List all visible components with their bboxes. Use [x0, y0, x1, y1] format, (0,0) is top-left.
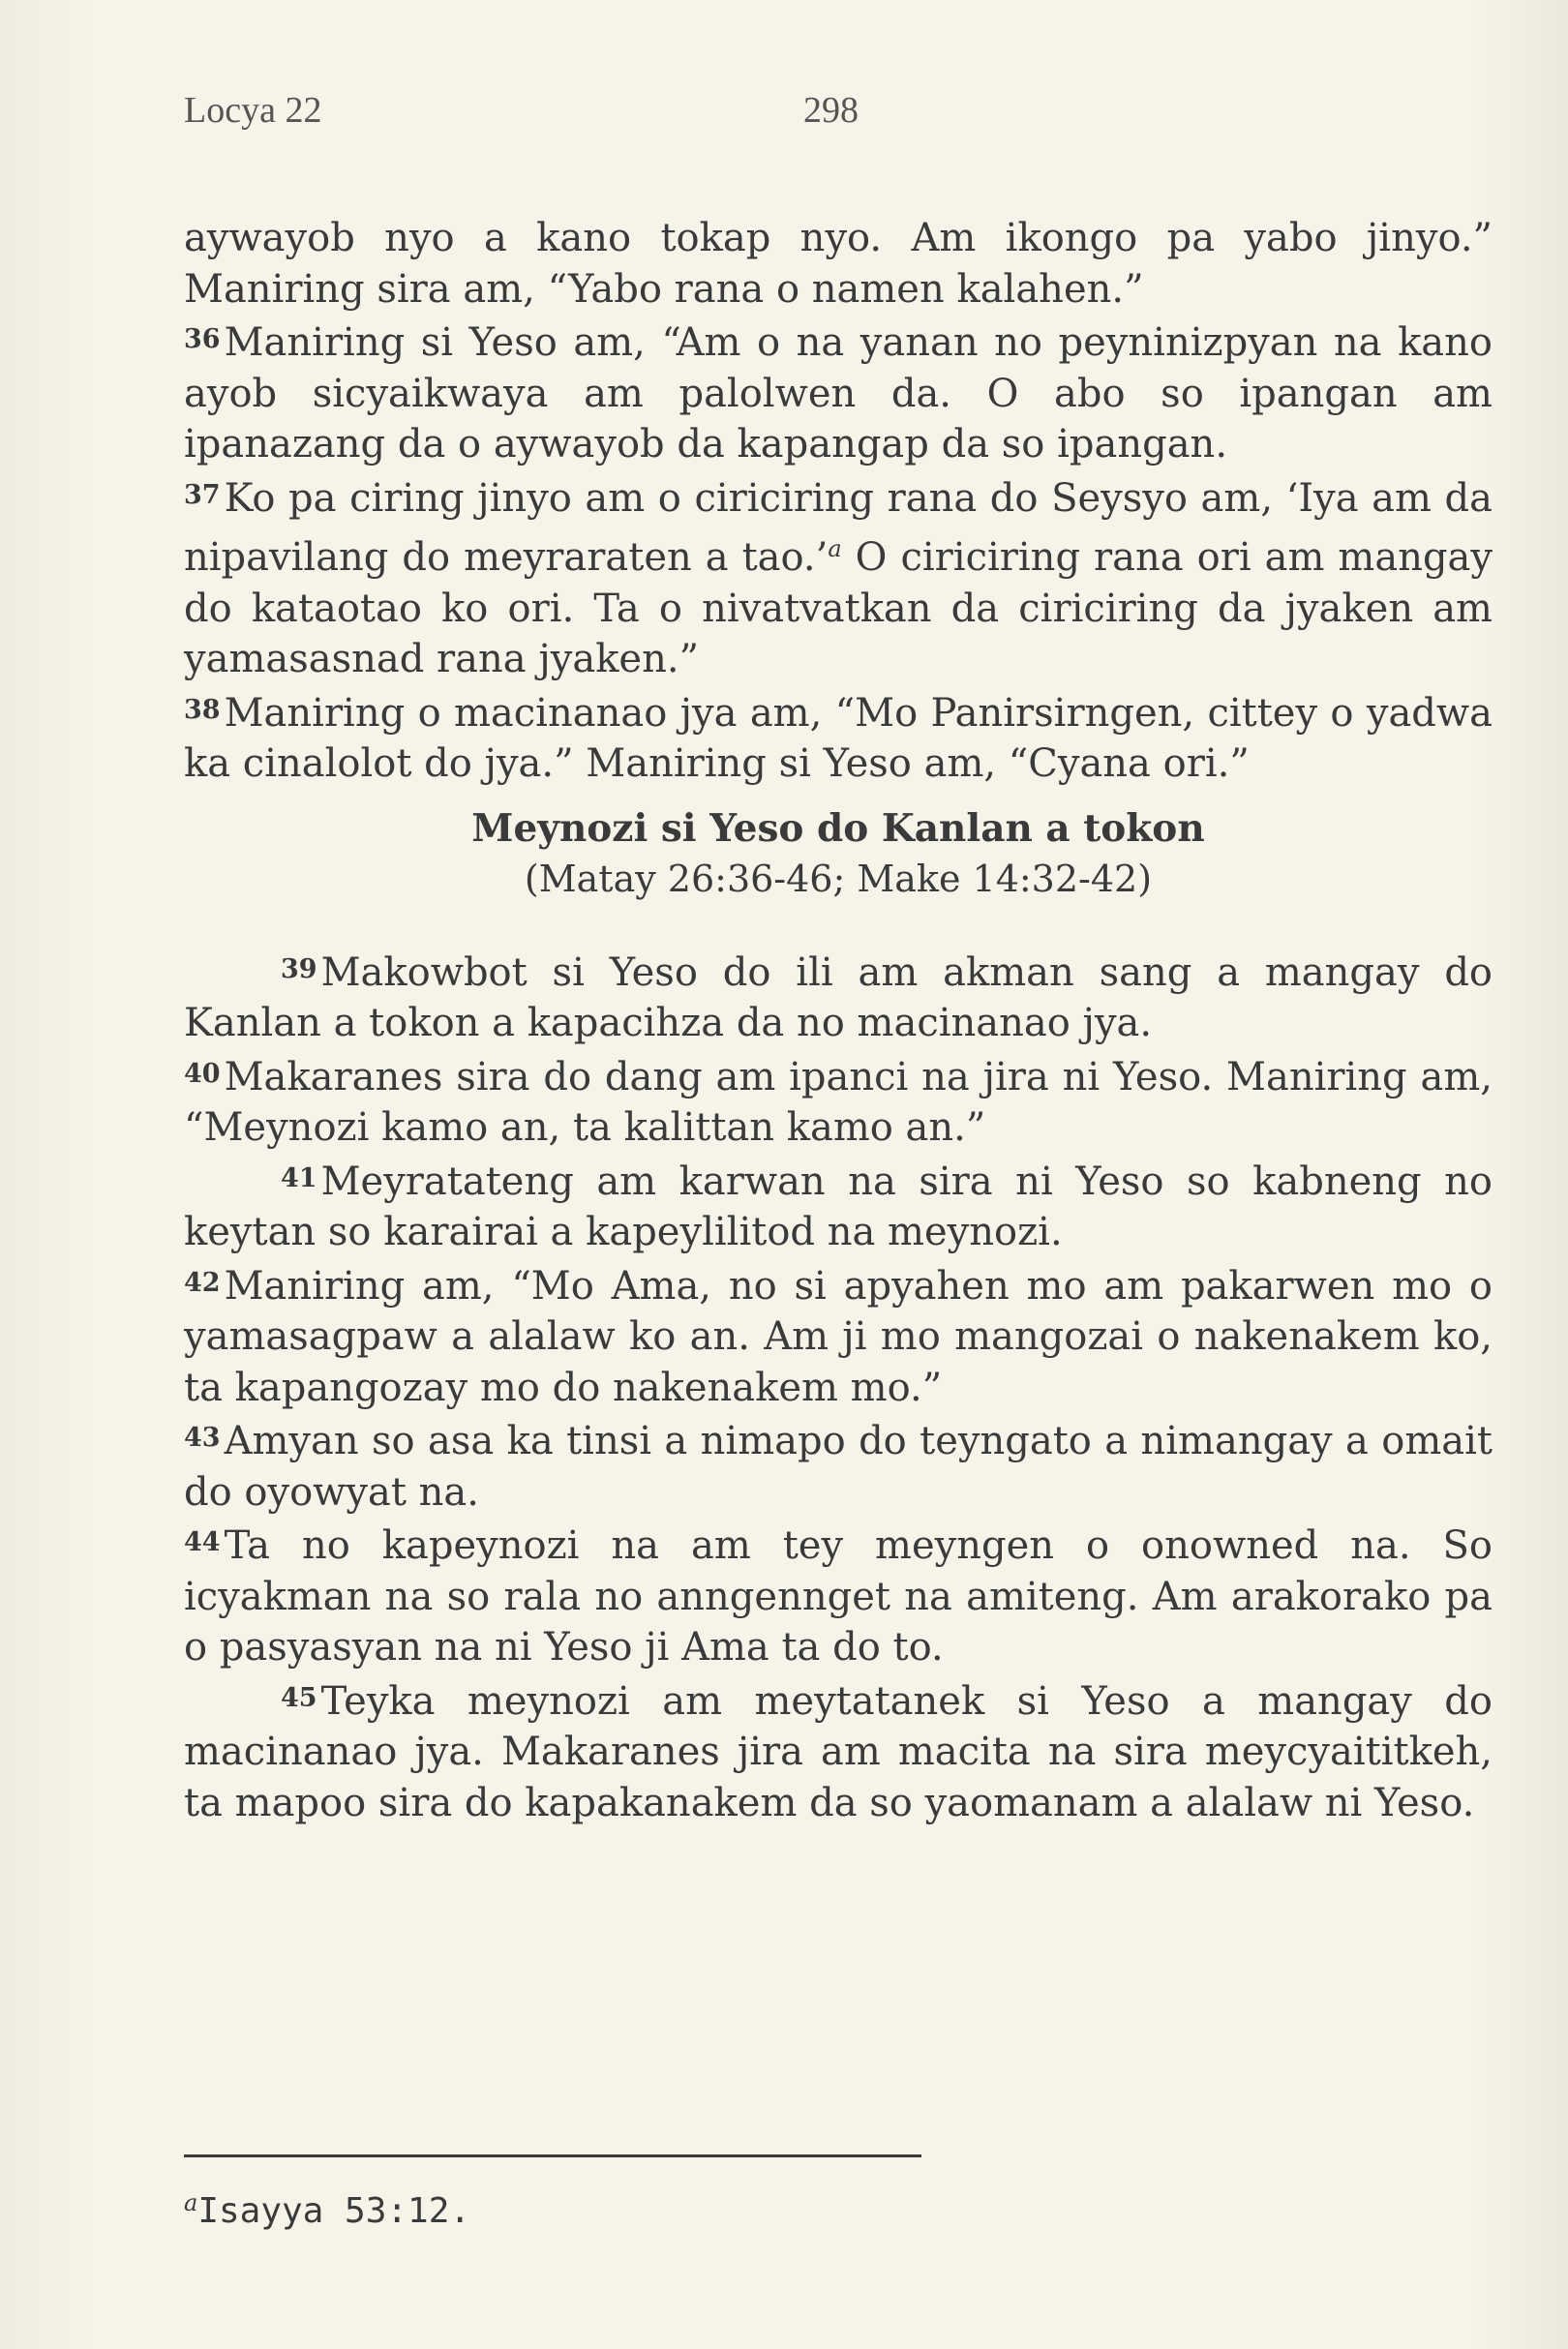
verse-paragraph: [184, 470, 1493, 685]
verse-paragraph: [184, 1413, 1493, 1518]
verse-paragraph: [184, 1049, 1493, 1154]
verse-text: Ko pa ciring jinyo am o ciriciring rana do Seysyo am, ‘Iya am da nipavilang do meyraraten a tao.’: [184, 475, 1493, 580]
verse-paragraph: [184, 1258, 1493, 1414]
verse-number: 41: [281, 1162, 317, 1193]
paragraph-continuation: [184, 213, 1493, 315]
verse-number: 36: [184, 324, 221, 354]
verse-paragraph: [184, 1154, 1493, 1258]
verse-paragraph: [184, 1518, 1493, 1673]
section-heading: Meynozi si Yeso do Kanlan a tokon: [471, 805, 1205, 851]
verse-text: aywayob nyo a kano tokap nyo. Am ikongo pa yabo jinyo.” Maniring sira am, “Yabo rana o namen kalahen.”: [184, 216, 1493, 312]
verse-number: 40: [184, 1058, 221, 1089]
section-cross-reference: (Matay 26:36-46; Make 14:32-42): [524, 857, 1153, 900]
verse-number: 37: [184, 479, 221, 510]
footnote-mark: a: [184, 2189, 198, 2216]
verse-text: Meyratateng am karwan na sira ni Yeso so kabneng no keytan so karairai a kapeylilitod na meynozi.: [184, 1159, 1493, 1254]
verse-text: Makowbot si Yeso do ili am akman sang a mangay do Kanlan a tokon a kapacihza da no macinanao jya.: [184, 949, 1493, 1045]
verse-number: 38: [184, 694, 221, 725]
verse-number: 45: [281, 1682, 317, 1713]
verse-paragraph: [184, 1673, 1493, 1829]
verse-number: 44: [184, 1527, 221, 1557]
verse-text: O ciriciring rana ori am mangay do kataotao ko ori. Ta o nivatvatkan da ciriciring da jyaken am yamasasnad rana jyaken.”: [184, 535, 1493, 681]
footnote: [184, 2189, 470, 2231]
verse-paragraph: [184, 945, 1493, 1049]
running-head: Locya 22: [184, 90, 322, 131]
verse-text: Ta no kapeynozi na am tey meyngen o onowned na. So icyakman na so rala no anngennget na amiteng. Am arakorako pa o pasyasyan na ni Yeso ji Ama ta do to.: [184, 1523, 1493, 1670]
verse-text: Makaranes sira do dang am ipanci na jira ni Yeso. Maniring am, “Meynozi kamo an, ta kalittan kamo an.”: [184, 1054, 1493, 1150]
footnote-divider: [184, 2154, 921, 2157]
verse-text: Maniring si Yeso am, “Am o na yanan no peyninizpyan na kano ayob sicyaikwaya am palolwen da. O abo so ipangan am ipanazang da o aywayob da kapangap da so ipangan.: [184, 320, 1493, 467]
page-number: 298: [803, 90, 859, 131]
verse-text: Amyan so asa ka tinsi a nimapo do teyngato a nimangay a omait do oyowyat na.: [184, 1419, 1493, 1515]
verse-paragraph: [184, 315, 1493, 470]
verse-paragraph: [184, 685, 1493, 790]
verse-text: Maniring o macinanao jya am, “Mo Panirsirngen, cittey o yadwa ka cinalolot do jya.” Maniring si Yeso am, “Cyana ori.”: [184, 690, 1493, 786]
verse-number: 39: [281, 953, 317, 984]
footnote-reference-mark[interactable]: a: [828, 535, 842, 562]
verse-text: Teyka meynozi am meytatanek si Yeso a mangay do macinanao jya. Makaranes jira am macita na sira meycyaititkeh, ta mapoo sira do kapakanakem da so yaomanam a alalaw ni Yeso.: [184, 1678, 1493, 1825]
verse-number: 42: [184, 1267, 221, 1298]
verse-number: 43: [184, 1423, 221, 1453]
body-text: [184, 213, 1493, 1828]
footnote-text: Isayya 53:12.: [197, 2191, 471, 2231]
verse-text: Maniring am, “Mo Ama, no si apyahen mo am pakarwen mo o yamasagpaw a alalaw ko an. Am ji mo mangozai o nakenakem ko, ta kapangozay mo do nakenakem mo.”: [184, 1263, 1493, 1410]
